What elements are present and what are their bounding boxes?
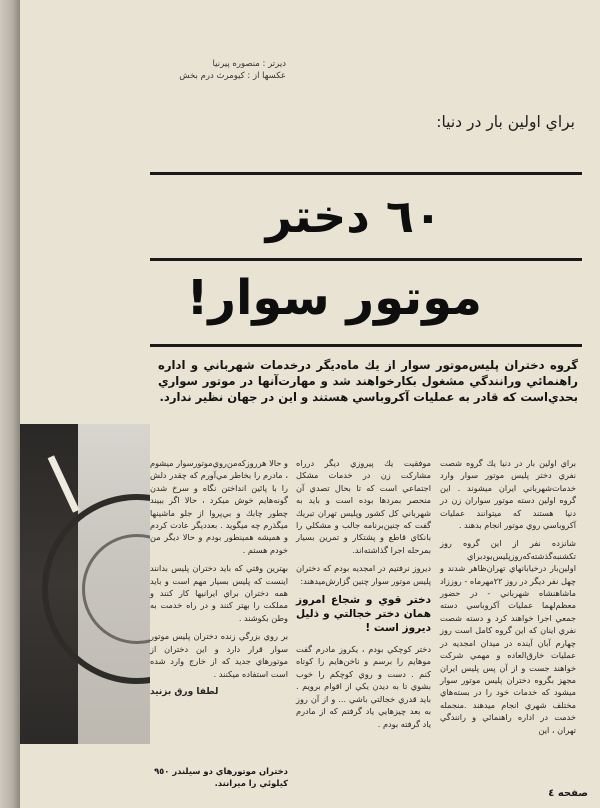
pull-quote: دختر قوي و شجاع امروز همان دختر خجالتي و ذليل ديروز است ! [296, 594, 431, 635]
motorcycle-photo [20, 424, 150, 744]
column-3-paragraph-2: بهترين وقتي كه بايد دختران پليس بدانند اينست كه پليس بسيار مهم است و بايد همه دختران براي ايرانيها كار كنند و مملكت را بهتر كنند و در راه خدمت به وطن بكوشند . [150, 563, 288, 623]
credits [176, 58, 286, 82]
column-1 [440, 457, 576, 742]
headline-line-1: ٦٠ دختر [265, 189, 442, 243]
column-2-paragraph-1: موفقيت يك پيروزي ديگر درراه مشاركت زن در خدمات مشكل اجتماعي است كه تا بحال تصدي آن منحصر بمردها بوده است و بايد به شهرباني كل كشور وپليس تهران تبريك گفت كه چنين‌برنامه جالب و مشكلي را بانكاي قاطع و پشتكار و تمرين بسيار بمرحله اجرا گذاشته‌اند. [296, 458, 431, 555]
photo-caption: دختران موتورهاي دو سيلندر ٩٥٠ كيلوئي را ميرانند. [154, 766, 288, 788]
column-3-paragraph-1: و حالا هرروزكه‌من‌روي‌موتورسوار ميشوم ، مادرم را بخاطر مي‌آورم كه چقدر دلش را با پائين انداختن نگاه و سرخ شدن گونه‌هايم خوش ميكرد ، حالا اگر ببيند چطور چابك و بي‌پروا از جلو ماشينها ميگذرم چه ميگويد . بعد‌ديگر عادت كردم و هميشه همينطور بودم و حالا ديگر من خودم هستم . [150, 458, 288, 555]
column-3 [150, 457, 288, 698]
continued-note: لطفا ورق بزنيد [150, 686, 219, 697]
kicker: براي اولين بار در دنيا: [436, 113, 575, 131]
column-1-paragraph-2: شانزده نفر از اين گروه روز تكشنبه‌گذشته‌كه‌روزپليس‌بود‌براي اولين‌بار درخيابانهاي تهران‌ظاهر شدند و چهل نفر ديگر در روز ٢٢مهرماه - روززاد ماشاهنشاه شهرباني - در حضور معظم‌لهما عمليات آكروباسي دسته جمعي اجرا خواهند كرد و دسته شصت نفري اينان كه اين گروه كامل است روز چهارم آبان آينده در ميدان امجديه در عمليات خارق‌العاده و مهمي شركت خواهند جست و از آن پس پليس ايران مجهز بگروه دختران پليس موتور سوار ميشود كه خدمات خود را در بسته‌هاي مختلف شهري انجام ميدهند .منجمله خدمت در اداره راهنمائي و رانندگي تهران ، اين [440, 538, 576, 735]
column-3-paragraph-3: بر روي بزرگي زنده دختران پليس موتور سوار قرار دارد و اين دختران از موتورهاي جديد كه از خارج وارد شده است استفاده ميكنند . [150, 631, 288, 679]
rule-middle [150, 258, 582, 261]
headline-line-2: موتور سوار! [186, 270, 482, 326]
adjacent-page-edge [0, 0, 20, 808]
column-2 [296, 457, 431, 736]
rule-bottom [150, 344, 582, 347]
column-2-paragraph-3: دختر كوچكي بودم ، يكروز مادرم گفت موهايم را برسم و ناخن‌هايم را كوتاه كنم . دست و روي كوچكم را خوب بشوي تا به ديدن يكي از اقوام برويم . بايد قدري خجالتي باشي ... و از آن روز به بعد چيزهايي ياد گرفتم كه از مادرم ياد گرفته بودم . [296, 644, 431, 729]
photo-credit: عكسها از : كيومرث درم بخش [179, 71, 286, 81]
writer-credit: ديرتر : منصوره پيرنيا [212, 59, 286, 69]
page-number: صفحه ٤ [548, 788, 588, 799]
rule-top [150, 172, 582, 175]
column-2-paragraph-2: ديروز نرفتيم در امجديه بودم كه دختران پليس موتور سوار چنين گزارش‌ميدهند: [296, 563, 431, 586]
column-1-paragraph-1: براي اولين بار در دنيا يك گروه شصت نفري دختر پليس موتور سوار وارد خدمات‌شهرباني ايران ميشوند . اين گروه اولين دسته موتور سواران زن در دنيا هستند كه ميتوانند عمليات آكروباسي روي موتور انجام بدهند . [440, 458, 576, 531]
lead-paragraph: گروه دختران پليس‌موتور سوار از يك ماه‌ديگر درخدمات شهرباني و اداره راهنمائي ورانندگي مشغول بكارخواهند شد و مهارت‌آنها در موتور سواري بحدي‌است كه قادر به عمليات آكروباسي هستند و اين در جهان نظير ندارد. [158, 358, 578, 404]
